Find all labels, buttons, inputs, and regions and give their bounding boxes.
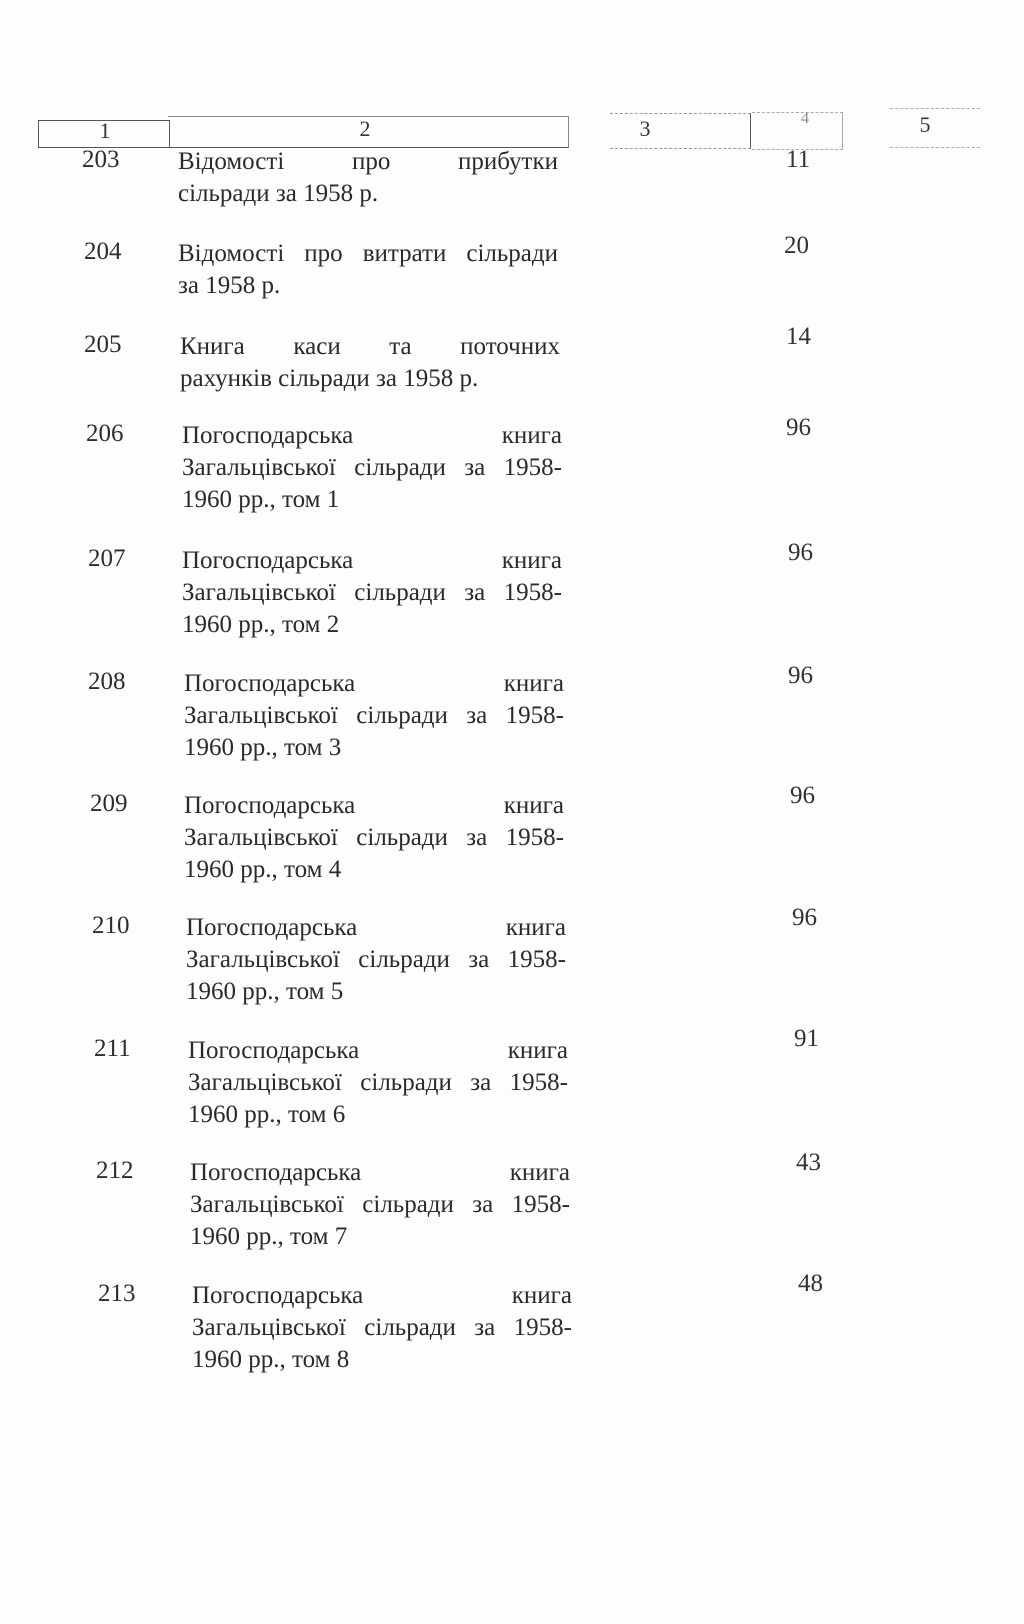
row-title-line: Погосподарська книга: [190, 1159, 570, 1186]
row-sheet-count: 11: [786, 146, 811, 173]
row-title-line: Відомості про прибутки: [178, 148, 558, 175]
row-title-line: рахунків сільради за 1958 р.: [180, 365, 479, 392]
row-sheet-count: 14: [786, 323, 811, 350]
row-sheet-count: 96: [786, 414, 811, 441]
header-col-5-label: 5: [919, 112, 931, 137]
row-title-line: Погосподарська книга: [184, 792, 564, 819]
row-title: [184, 790, 564, 886]
row-number: 211: [94, 1035, 131, 1062]
row-number: 206: [86, 420, 124, 447]
row-title-line: Загальцівської сільради за 1958-: [186, 946, 566, 973]
row-title: [180, 331, 560, 395]
row-sheet-count: 96: [788, 662, 813, 689]
row-number: 209: [90, 790, 128, 817]
row-sheet-count: 96: [792, 904, 817, 931]
row-title-line: 1960 рр., том 8: [192, 1346, 350, 1373]
row-title-line: 1960 рр., том 7: [190, 1223, 348, 1250]
row-sheet-count: 91: [794, 1025, 819, 1052]
row-title-line: Загальцівської сільради за 1958-: [184, 702, 564, 729]
row-sheet-count: 20: [784, 232, 809, 259]
row-title-line: 1960 рр., том 4: [184, 856, 342, 883]
row-title-line: Загальцівської сільради за 1958-: [184, 824, 564, 851]
header-col-2-label: 2: [359, 116, 371, 141]
row-title-line: за 1958 р.: [178, 272, 281, 299]
row-number: 208: [88, 668, 126, 695]
row-number: 207: [88, 545, 126, 572]
row-title-line: 1960 рр., том 3: [184, 734, 342, 761]
row-number: 210: [92, 912, 130, 939]
row-title-line: 1960 рр., том 2: [182, 611, 340, 638]
row-title-line: сільради за 1958 р.: [178, 180, 379, 207]
row-number: 213: [98, 1280, 136, 1307]
row-title-line: 1960 рр., том 5: [186, 978, 344, 1005]
row-title-line: Погосподарська книга: [192, 1282, 572, 1309]
row-title-line: Погосподарська книга: [182, 422, 562, 449]
row-sheet-count: 48: [798, 1270, 823, 1297]
row-title-line: Відомості про витрати сільради: [178, 240, 558, 267]
header-col-1-label: 1: [99, 118, 111, 143]
row-title-line: Погосподарська книга: [182, 547, 562, 574]
row-number: 212: [96, 1157, 134, 1184]
row-number: 204: [84, 238, 122, 265]
row-title-line: Книга каси та поточних: [180, 333, 560, 360]
row-title: [182, 545, 562, 641]
row-title: [182, 420, 562, 516]
row-number: 203: [82, 146, 120, 173]
row-title-line: Погосподарська книга: [188, 1037, 568, 1064]
header-col-4-label: 4: [801, 110, 809, 127]
row-title: [188, 1035, 568, 1131]
row-sheet-count: 96: [788, 539, 813, 566]
row-title-line: Погосподарська книга: [186, 914, 566, 941]
row-title: [178, 238, 558, 302]
row-sheet-count: 96: [790, 782, 815, 809]
row-title: [184, 668, 564, 764]
row-title: [190, 1157, 570, 1253]
row-title-line: Загальцівської сільради за 1958-: [182, 579, 562, 606]
row-title-line: Загальцівської сільради за 1958-: [182, 454, 562, 481]
row-title-line: Загальцівської сільради за 1958-: [190, 1191, 570, 1218]
header-col-3-label: 3: [639, 116, 651, 141]
row-title-line: Загальцівської сільради за 1958-: [192, 1314, 572, 1341]
row-title: [186, 912, 566, 1008]
row-title: [178, 146, 558, 210]
row-title-line: Загальцівської сільради за 1958-: [188, 1069, 568, 1096]
row-sheet-count: 43: [796, 1149, 821, 1176]
row-title-line: 1960 рр., том 6: [188, 1101, 346, 1128]
row-title: [192, 1280, 572, 1376]
row-number: 205: [84, 331, 122, 358]
row-title-line: 1960 рр., том 1: [182, 486, 340, 513]
row-title-line: Погосподарська книга: [184, 670, 564, 697]
